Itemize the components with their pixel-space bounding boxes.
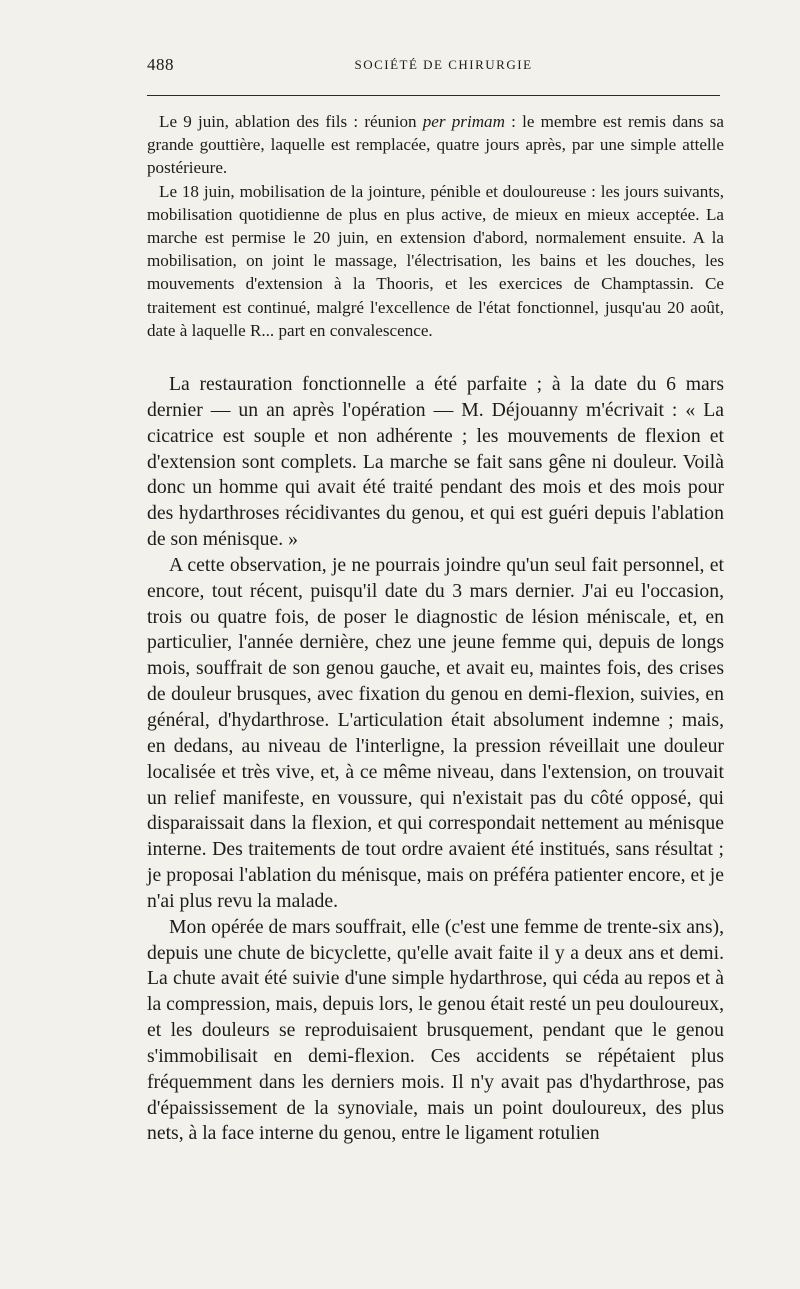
running-head: SOCIÉTÉ DE CHIRURGIE <box>354 57 533 72</box>
main-text <box>147 372 724 1147</box>
body-paragraph: La restauration fonctionnelle a été parfaite ; à la date du 6 mars dernier — un an après l'opération — M. Déjouanny m'écrivait : « La cicatrice est souple et non adhérente ; les mouvements de flexion et d'extension sont complets. La marche se fait sans gêne ni douleur. Voilà donc un homme qui avait été traité pendant des mois et des mois pour des hydarthroses récidivantes du genou, et qui est guéri depuis l'ablation de son ménisque. » <box>147 373 724 551</box>
observation-paragraph: Le 18 juin, mobilisation de la jointure, pénible et douloureuse : les jours suivants, mobilisation quotidienne de plus en plus active, de mieux en mieux acceptée. La marche est permise le 20 juin, en extension d'abord, normalement ensuite. A la mobilisation, on joint le massage, l'électrisation, les bains et les douches, les mouvements d'extension à la Thooris, et les exercices de Champtassin. Ce traitement est continué, malgré l'excellence de l'état fonctionnel, jusqu'au 20 août, date à laquelle R... part en convalescence. <box>147 181 724 340</box>
body-paragraph: Mon opérée de mars souffrait, elle (c'est une femme de trente-six ans), depuis une chute de bicyclette, qu'elle avait faite il y a deux ans et demi. La chute avait été suivie d'une simple hydarthrose, qui céda au repos et à la compression, mais, depuis lors, le genou était resté un peu douloureux, et les douleurs se reproduisaient brusquement, pendant que le genou s'immobilisait en demi-flexion. Ces accidents se répétaient plus fréquemment dans les derniers mois. Il n'y avait pas d'hydarthrose, pas d'épaississement de la synoviale, mais un point douloureux, des plus nets, à la face interne du genou, entre le ligament rotulien <box>147 915 724 1145</box>
page-header <box>147 55 720 85</box>
latin-phrase: per primam <box>422 112 505 131</box>
observation-paragraph: Le 9 juin, ablation des fils : réunion per primam : le membre est remis dans sa grande gouttière, laquelle est remplacée, quatre jours après, par une simple attelle postérieure. <box>147 112 725 178</box>
body-paragraph: A cette observation, je ne pourrais joindre qu'un seul fait personnel, et encore, tout récent, puisqu'il date du 3 mars dernier. J'ai eu l'occasion, trois ou quatre fois, de poser le diagnostic de lésion méniscale, et, en particulier, l'année dernière, chez une jeune femme qui, depuis de longs mois, souffrait de son genou gauche, et avait eu, maintes fois, des crises de douleur brusques, avec fixation du genou en demi-flexion, suivies, en général, d'hydarthrose. L'articulation était absolument indemne ; mais, en dedans, au niveau de l'interligne, la pression réveillait une douleur localisée et très vive, et, à ce même niveau, dans l'extension, on trouvait un relief manifeste, en voussure, qui n'existait pas du côté opposé, qui disparaissait dans la flexion, et qui correspondait nettement au ménisque interne. Des traitements de tout ordre avaient été institués, sans résultat ; je proposai l'ablation du ménisque, mais on préféra patienter encore, et je n'ai plus revu la malade. <box>147 553 724 912</box>
header-rule <box>147 95 720 96</box>
observation-text <box>147 110 724 342</box>
page-number: 488 <box>147 55 174 74</box>
